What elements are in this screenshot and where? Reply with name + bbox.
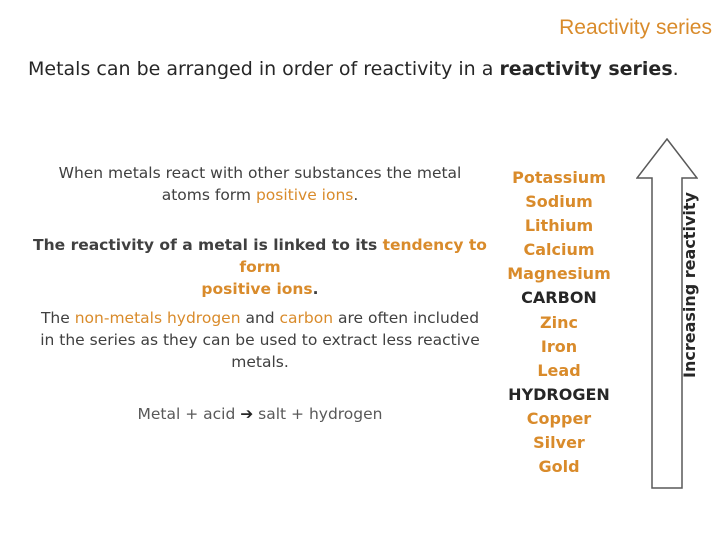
paragraph-non-metals <box>20 307 500 373</box>
paragraph2-line2-after: . <box>312 280 319 298</box>
paragraph3-line1-before: The <box>40 309 75 327</box>
right-arrow-icon: ➔ <box>240 405 254 423</box>
intro-bold: reactivity series <box>499 58 673 80</box>
intro-text-after: . <box>672 58 679 80</box>
series-item: Gold <box>538 457 580 477</box>
paragraph2-line1-before: The reactivity of a metal is linked to its <box>33 236 383 254</box>
paragraph3-line1-after: are often included <box>333 309 480 327</box>
series-item: Magnesium <box>507 264 611 284</box>
equation <box>20 403 500 425</box>
paragraph2-highlight1: tendency to form <box>239 236 487 276</box>
paragraph3-line1 <box>20 307 500 329</box>
paragraph2-highlight2: positive ions <box>201 280 313 298</box>
paragraph3-highlight1: non-metals hydrogen <box>74 309 241 327</box>
paragraph1-line2-after: . <box>353 186 359 204</box>
series-item: Lead <box>537 360 581 380</box>
paragraph3-line3: metals. <box>231 353 289 371</box>
equation-left: Metal + acid <box>137 405 241 423</box>
series-item: HYDROGEN <box>508 384 610 404</box>
series-item: CARBON <box>521 288 597 308</box>
series-item: Potassium <box>512 168 606 187</box>
paragraph-tendency <box>20 234 500 300</box>
equation-right: salt + hydrogen <box>253 405 383 423</box>
paragraph3-line2: in the series as they can be used to extract less reactive <box>40 331 480 349</box>
series-item: Zinc <box>540 312 578 332</box>
series-item: Lithium <box>524 216 594 236</box>
paragraph2-line1 <box>20 234 500 278</box>
series-item: Iron <box>540 336 578 356</box>
arrow-label: Increasing reactivity <box>680 192 699 378</box>
paragraph1-line2-before: atoms form <box>161 186 256 204</box>
paragraph2-line2 <box>20 278 500 300</box>
intro-text <box>28 58 708 80</box>
paragraph1-line1: When metals react with other substances the metal <box>58 164 462 182</box>
series-item: Silver <box>533 433 585 453</box>
paragraph1-line2 <box>20 184 500 206</box>
paragraph3-line1-middle: and <box>240 309 280 327</box>
paragraph-positive-ions <box>20 162 500 206</box>
paragraph3-highlight2: carbon <box>279 309 334 327</box>
series-item: Calcium <box>523 240 595 260</box>
paragraph1-highlight: positive ions <box>255 186 354 204</box>
reactivity-series-list <box>498 166 620 479</box>
intro-text-before: Metals can be arranged in order of reactivity in a <box>28 58 500 80</box>
slide-title: Reactivity series <box>559 16 712 39</box>
series-item: Copper <box>526 408 592 428</box>
series-item: Sodium <box>525 192 593 212</box>
